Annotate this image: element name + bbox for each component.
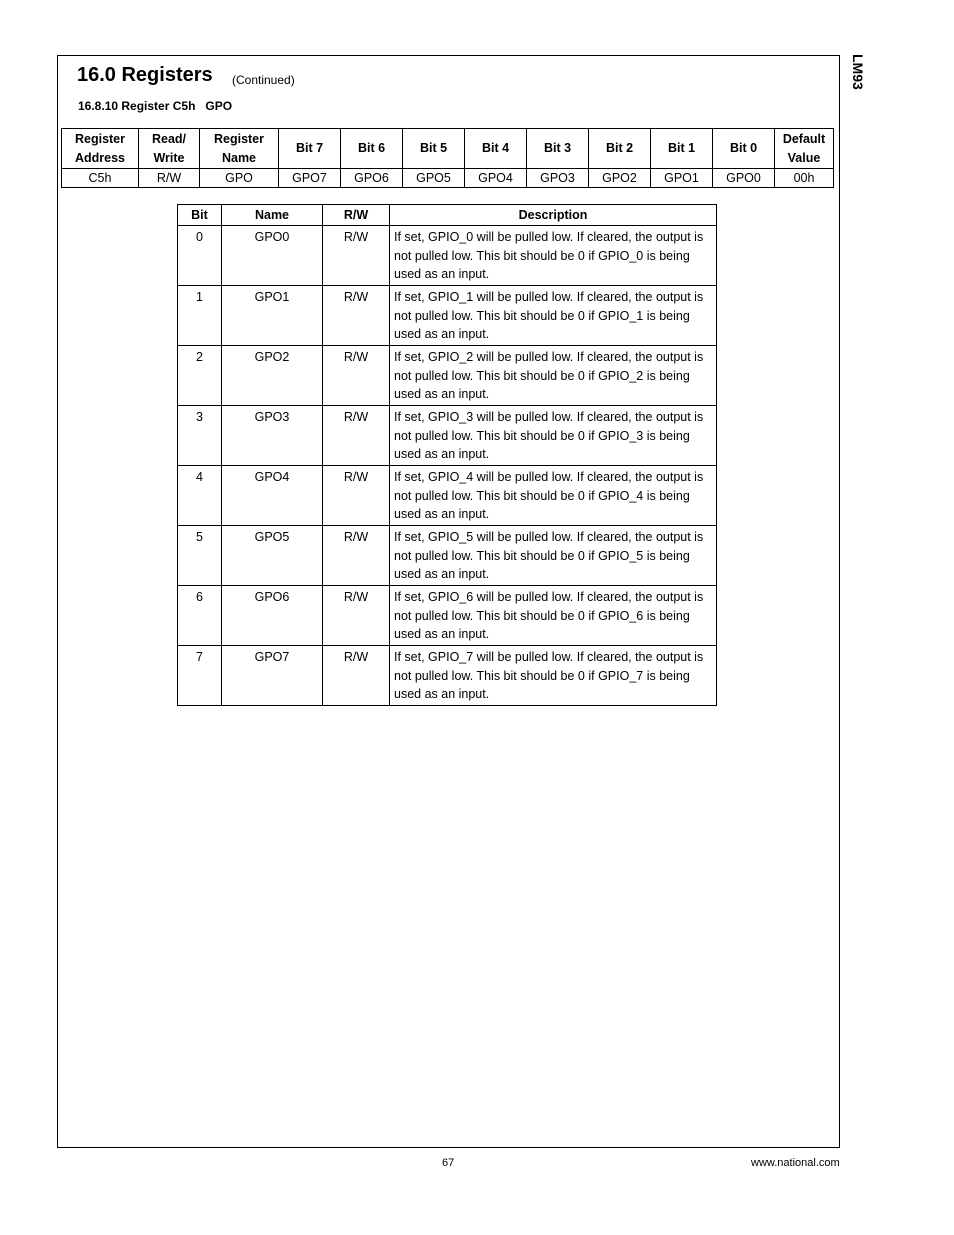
bit-table-header-row: [178, 205, 717, 226]
table-cell: GPO: [200, 169, 279, 188]
header-cell: Default Value: [775, 129, 834, 169]
side-label: [846, 54, 866, 98]
table-row: [178, 646, 717, 706]
description-cell: If set, GPIO_2 will be pulled low. If cleared, the output is not pulled low. This bit should be 0 if GPIO_2 is being used as an input.: [390, 346, 717, 406]
rw-cell: R/W: [323, 286, 390, 346]
header-cell: Bit 1: [651, 129, 713, 169]
description-cell: If set, GPIO_4 will be pulled low. If cleared, the output is not pulled low. This bit should be 0 if GPIO_4 is being used as an input.: [390, 466, 717, 526]
footer-url: www.national.com: [751, 1157, 840, 1169]
name-cell: GPO0: [222, 226, 323, 286]
description-cell: If set, GPIO_3 will be pulled low. If cleared, the output is not pulled low. This bit should be 0 if GPIO_3 is being used as an input.: [390, 406, 717, 466]
header-cell: Bit 3: [527, 129, 589, 169]
page-title: 16.0 Registers: [77, 64, 213, 86]
table-cell: GPO1: [651, 169, 713, 188]
description-cell: If set, GPIO_5 will be pulled low. If cleared, the output is not pulled low. This bit should be 0 if GPIO_5 is being used as an input.: [390, 526, 717, 586]
page-number: 67: [442, 1157, 455, 1169]
bit-cell: 6: [178, 586, 222, 646]
header-cell: Description: [390, 205, 717, 226]
name-cell: GPO5: [222, 526, 323, 586]
header-cell: Read/ Write: [139, 129, 200, 169]
header-cell: Bit 2: [589, 129, 651, 169]
bit-cell: 7: [178, 646, 222, 706]
table-row: [178, 346, 717, 406]
rw-cell: R/W: [323, 226, 390, 286]
table-cell: GPO3: [527, 169, 589, 188]
rw-cell: R/W: [323, 586, 390, 646]
table-row: [178, 286, 717, 346]
table-cell: GPO0: [713, 169, 775, 188]
description-cell: If set, GPIO_0 will be pulled low. If cleared, the output is not pulled low. This bit should be 0 if GPIO_0 is being used as an input.: [390, 226, 717, 286]
register-table-row: [62, 169, 834, 188]
description-cell: If set, GPIO_7 will be pulled low. If cleared, the output is not pulled low. This bit should be 0 if GPIO_7 is being used as an input.: [390, 646, 717, 706]
header-cell: Bit 4: [465, 129, 527, 169]
header-cell: Name: [222, 205, 323, 226]
table-row: [178, 406, 717, 466]
header-cell: Bit 7: [279, 129, 341, 169]
header-cell: R/W: [323, 205, 390, 226]
table-cell: R/W: [139, 169, 200, 188]
table-cell: GPO7: [279, 169, 341, 188]
bit-cell: 0: [178, 226, 222, 286]
rw-cell: R/W: [323, 346, 390, 406]
table-row: [178, 226, 717, 286]
side-label-text: LM93: [850, 54, 866, 90]
bit-cell: 3: [178, 406, 222, 466]
register-summary-table: [61, 128, 834, 188]
name-cell: GPO4: [222, 466, 323, 526]
table-row: [178, 526, 717, 586]
description-cell: If set, GPIO_1 will be pulled low. If cleared, the output is not pulled low. This bit should be 0 if GPIO_1 is being used as an input.: [390, 286, 717, 346]
name-cell: GPO7: [222, 646, 323, 706]
name-cell: GPO3: [222, 406, 323, 466]
rw-cell: R/W: [323, 406, 390, 466]
table-cell: C5h: [62, 169, 139, 188]
name-cell: GPO1: [222, 286, 323, 346]
bit-cell: 4: [178, 466, 222, 526]
bit-cell: 2: [178, 346, 222, 406]
register-table-header-row: [62, 129, 834, 169]
header-cell: Bit 6: [341, 129, 403, 169]
title-continued: (Continued): [232, 73, 295, 87]
header-cell: Bit 0: [713, 129, 775, 169]
description-cell: If set, GPIO_6 will be pulled low. If cleared, the output is not pulled low. This bit should be 0 if GPIO_6 is being used as an input.: [390, 586, 717, 646]
rw-cell: R/W: [323, 466, 390, 526]
table-cell: 00h: [775, 169, 834, 188]
rw-cell: R/W: [323, 526, 390, 586]
bit-description-table: [177, 204, 717, 706]
table-cell: GPO2: [589, 169, 651, 188]
header-cell: Register Address: [62, 129, 139, 169]
table-cell: GPO4: [465, 169, 527, 188]
table-row: [178, 586, 717, 646]
rw-cell: R/W: [323, 646, 390, 706]
section-subheading: 16.8.10 Register C5h GPO: [78, 99, 233, 113]
bit-cell: 1: [178, 286, 222, 346]
table-cell: GPO5: [403, 169, 465, 188]
header-cell: Register Name: [200, 129, 279, 169]
name-cell: GPO2: [222, 346, 323, 406]
header-cell: Bit 5: [403, 129, 465, 169]
header-cell: Bit: [178, 205, 222, 226]
name-cell: GPO6: [222, 586, 323, 646]
bit-cell: 5: [178, 526, 222, 586]
table-cell: GPO6: [341, 169, 403, 188]
table-row: [178, 466, 717, 526]
